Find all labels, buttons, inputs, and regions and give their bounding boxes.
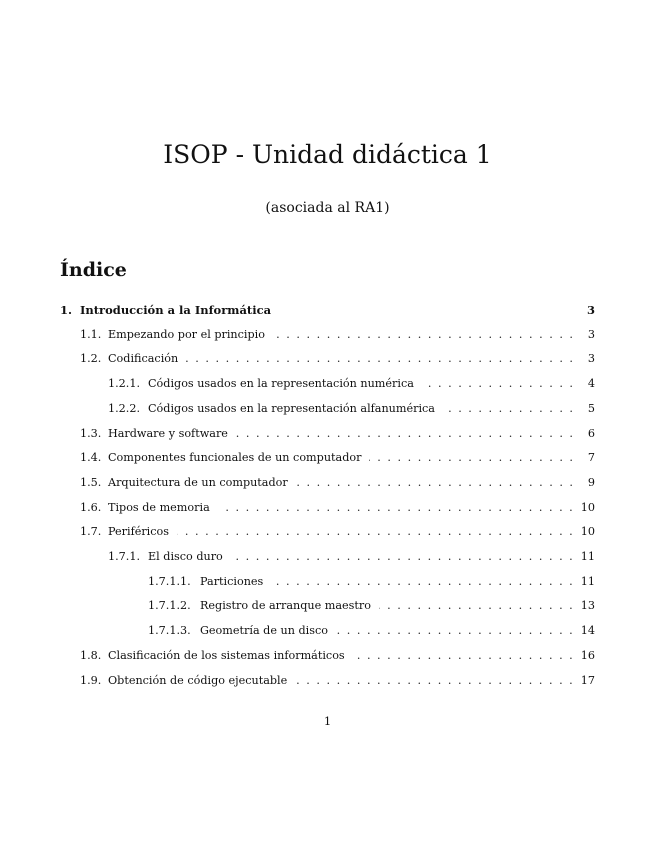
toc-entry[interactable] [148,594,595,618]
toc-leader-dots [443,397,573,421]
toc-entry-title: El disco duro [148,550,223,563]
toc-entry-page: 17 [580,673,595,687]
toc-entry-number: 1.7.1.2. [148,599,191,613]
toc-leader-dots [186,347,573,371]
toc-leader-dots [422,372,573,396]
toc-leader-dots [218,496,573,520]
toc-entry[interactable] [80,323,595,347]
toc-entry-page: 13 [580,599,595,613]
toc-leader-dots [295,669,573,693]
toc-entry-page: 11 [580,550,595,563]
toc-entry[interactable] [80,644,595,668]
toc-entry-page: 6 [587,426,595,440]
toc-entry-number: 1. [60,303,73,317]
toc-entry-title: Codificación [108,352,179,366]
toc-entry-number: 1.2.1. [108,377,141,391]
toc-entry-title: Geometría de un disco [200,624,328,638]
toc-leader-dots [231,545,573,569]
toc-entry-title: Códigos usados en la representación alfanumérica [148,401,435,415]
toc-entry-number: 1.2.2. [108,401,141,415]
toc-leader-dots [336,619,573,643]
toc-entry-number: 1.1. [80,327,102,341]
toc-entry-number: 1.5. [80,475,102,489]
toc-entry-title: Registro de arranque maestro [200,599,372,613]
toc-entry-title: Clasificación de los sistemas informáticos [108,648,345,662]
document-subtitle: (asociada al RA1) [265,200,390,216]
toc-entry-number: 1.2. [80,352,102,366]
toc-entry-title: Empezando por el principio [108,327,265,341]
toc-entry-page: 3 [587,352,595,366]
toc-entry[interactable] [60,298,595,322]
page-number: 1 [323,714,332,728]
toc-entry-number: 1.7. [80,525,102,539]
toc-entry[interactable] [80,669,595,693]
toc-entry-page: 14 [580,624,595,638]
toc-leader-dots [353,644,573,668]
toc-leader-dots [379,594,573,618]
toc-entry[interactable] [80,446,595,470]
toc-entry-page: 3 [587,327,595,341]
toc-entry-page: 3 [586,303,595,317]
toc-entry[interactable] [148,570,595,594]
toc-entry-page: 16 [580,648,595,662]
toc-entry-title: Componentes funcionales de un computador [108,451,362,465]
toc-entry-title: Periféricos [108,525,170,539]
toc-entry-number: 1.7.1.1. [148,574,191,588]
toc-entry-number: 1.3. [80,426,102,440]
toc-entry[interactable] [148,619,595,643]
toc-entry[interactable] [108,372,595,396]
toc-entry-number: 1.9. [80,673,102,687]
toc-entry-number: 1.7.1. [108,550,141,563]
toc-entry-number: 1.8. [80,648,102,662]
toc-entry-page: 11 [580,574,595,588]
toc-entry-title: Arquitectura de un computador [108,475,288,489]
toc-entry-number: 1.7.1.3. [148,624,191,638]
toc-entry-number: 1.6. [80,500,102,514]
toc-entry-title: Obtención de código ejecutable [108,673,288,687]
toc-entry-page: 7 [587,451,595,465]
toc-entry[interactable] [108,397,595,421]
toc-leader-dots [271,570,572,594]
toc-heading: Índice [60,259,127,281]
toc-entry-page: 10 [580,525,595,539]
document-title: ISOP - Unidad didáctica 1 [163,140,492,169]
toc-leader-dots [296,471,573,495]
toc-entry-page: 9 [587,475,595,489]
toc-entry-title: Tipos de memoria [108,500,210,514]
toc-entry[interactable] [80,496,595,520]
toc-leader-dots [273,323,573,347]
toc-entry[interactable] [80,520,595,544]
toc-entry[interactable] [80,471,595,495]
toc-entry-page: 10 [580,500,595,514]
toc-leader-dots [177,520,573,544]
toc-leader-dots [369,446,573,470]
toc-entry-page: 4 [587,377,595,391]
toc-entry[interactable] [80,422,595,446]
toc-leader-dots [236,422,573,446]
toc-entry-title: Particiones [200,574,264,588]
toc-entry[interactable] [108,545,595,569]
toc-entry-page: 5 [587,401,595,415]
toc-entry-title: Hardware y software [108,426,228,440]
toc-entry[interactable] [80,347,595,371]
toc-entry-title: Introducción a la Informática [80,303,272,317]
toc-entry-title: Códigos usados en la representación numérica [148,377,414,391]
toc-entry-number: 1.4. [80,451,102,465]
